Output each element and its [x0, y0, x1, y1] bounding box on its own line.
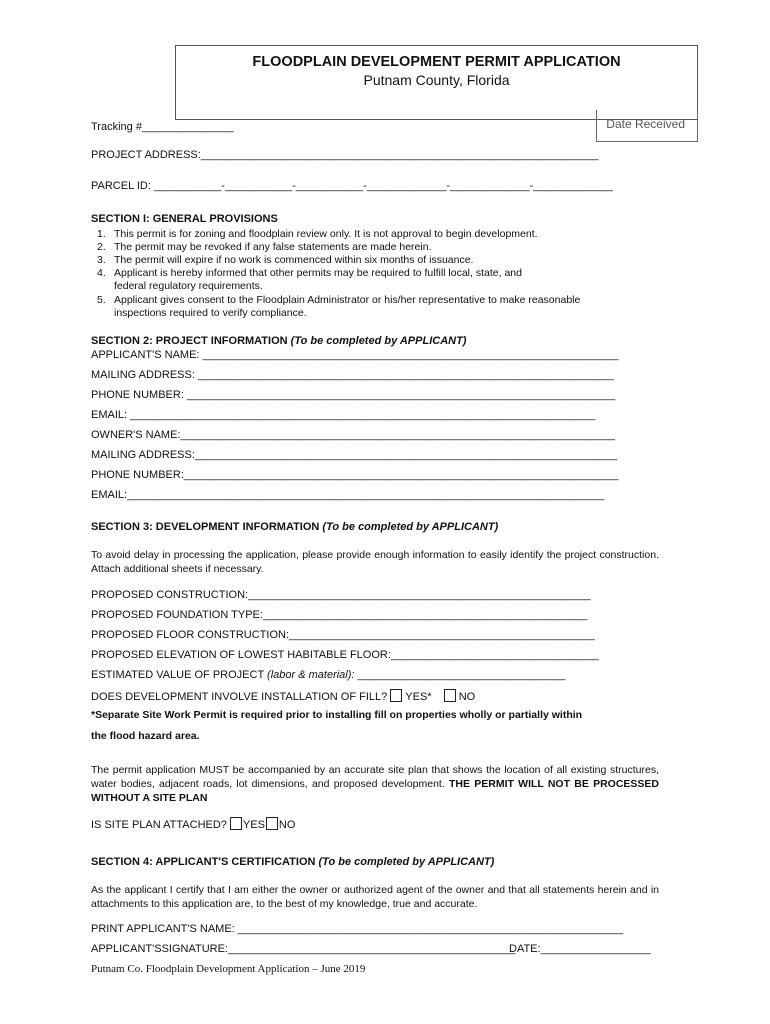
provision-item: 4. Applicant is hereby informed that other permits may be required to fulfill local, state, and: [97, 267, 522, 279]
date-received-label: Date Received: [606, 117, 685, 131]
provision-item: 5. Applicant gives consent to the Floodplain Administrator or his/her representative to make reasonable: [97, 294, 581, 306]
site-plan-question: IS SITE PLAN ATTACHED? YES NO: [91, 819, 296, 831]
mailing-address-field[interactable]: MAILING ADDRESS: ____________________________________________________________________: [91, 369, 614, 381]
date-field[interactable]: DATE:__________________: [509, 943, 651, 955]
section3-heading: SECTION 3: DEVELOPMENT INFORMATION (To be completed by APPLICANT): [91, 521, 499, 533]
applicant-name-field[interactable]: APPLICANT'S NAME: ____________________________________________________________________: [91, 349, 619, 361]
owner-phone-number-field[interactable]: PHONE NUMBER:_______________________________________________________________________: [91, 469, 619, 481]
print-name-field[interactable]: PRINT APPLICANT'S NAME: _______________________________________________________________: [91, 923, 624, 935]
section1-heading: SECTION I: GENERAL PROVISIONS: [91, 213, 278, 225]
site-plan-notice: The permit application MUST be accompanied by an accurate site plan that shows the location of all existing structures, water bodies, adjacent roads, lot dimensions, and proposed development. THE PERMIT WILL NOT BE PROCESSED WITHOUT A SITE PLAN: [91, 764, 660, 804]
foundation-type-field[interactable]: PROPOSED FOUNDATION TYPE:_____________________________________________________: [91, 609, 588, 621]
signature-field[interactable]: APPLICANT'SSIGNATURE:_______________________________________________: [91, 943, 516, 955]
fill-no-checkbox[interactable]: [444, 689, 456, 702]
footer: Putnam Co. Floodplain Development Application – June 2019: [91, 963, 366, 975]
site-plan-yes-checkbox[interactable]: [230, 817, 242, 830]
provision-item-continued: inspections required to verify compliance.: [114, 307, 307, 319]
title-box: [175, 45, 698, 120]
fill-warning: *Separate Site Work Permit is required prior to installing fill on properties wholly or partially within: [91, 709, 583, 721]
provision-item-continued: federal regulatory requirements.: [114, 280, 263, 292]
lowest-floor-elevation-field[interactable]: PROPOSED ELEVATION OF LOWEST HABITABLE FLOOR:__________________________________: [91, 649, 599, 661]
section4-heading: SECTION 4: APPLICANT'S CERTIFICATION (To be completed by APPLICANT): [91, 856, 495, 868]
section3-intro: To avoid delay in processing the application, please provide enough information to easily identify the project construction. Attach additional sheets if necessary.: [91, 549, 659, 575]
page-title: FLOODPLAIN DEVELOPMENT PERMIT APPLICATION: [252, 54, 621, 70]
floor-construction-field[interactable]: PROPOSED FLOOR CONSTRUCTION:__________________________________________________: [91, 629, 595, 641]
estimated-value-field[interactable]: ESTIMATED VALUE OF PROJECT (labor & material): __________________________________: [91, 669, 566, 681]
tracking-field[interactable]: Tracking #_______________: [91, 121, 234, 133]
proposed-construction-field[interactable]: PROPOSED CONSTRUCTION:________________________________________________________: [91, 589, 591, 601]
owner-mailing-address-field[interactable]: MAILING ADDRESS:_____________________________________________________________________: [91, 449, 618, 461]
email-field[interactable]: EMAIL: ____________________________________________________________________________: [91, 409, 596, 421]
site-plan-no-checkbox[interactable]: [266, 817, 278, 830]
date-received-box[interactable]: [596, 110, 698, 142]
provision-item: 3. The permit will expire if no work is commenced within six months of issuance.: [97, 254, 474, 266]
parcel-id-field[interactable]: PARCEL ID: ___________-___________-___________-_____________-_____________-_____________: [91, 180, 613, 192]
fill-warning-continued: the flood hazard area.: [91, 730, 200, 742]
certification-text: As the applicant I certify that I am either the owner or authorized agent of the owner and that all statements herein and in attachments to this application are, to the best of my knowledge, true and accurate.: [91, 884, 659, 910]
phone-number-field[interactable]: PHONE NUMBER: ______________________________________________________________________: [91, 389, 616, 401]
section2-heading: SECTION 2: PROJECT INFORMATION (To be completed by APPLICANT): [91, 335, 467, 347]
owner-email-field[interactable]: EMAIL:______________________________________________________________________________: [91, 489, 605, 501]
project-address-field[interactable]: PROJECT ADDRESS:_________________________________________________________________: [91, 149, 599, 161]
provision-item: 2. The permit may be revoked if any false statements are made herein.: [97, 241, 432, 253]
page-subtitle: Putnam County, Florida: [363, 72, 510, 88]
fill-question: DOES DEVELOPMENT INVOLVE INSTALLATION OF FILL? YES* NO: [91, 691, 476, 703]
owner-name-field[interactable]: OWNER'S NAME:_______________________________________________________________________: [91, 429, 615, 441]
provision-item: 1. This permit is for zoning and floodplain review only. It is not approval to begin development.: [97, 228, 538, 240]
fill-yes-checkbox[interactable]: [390, 689, 402, 702]
